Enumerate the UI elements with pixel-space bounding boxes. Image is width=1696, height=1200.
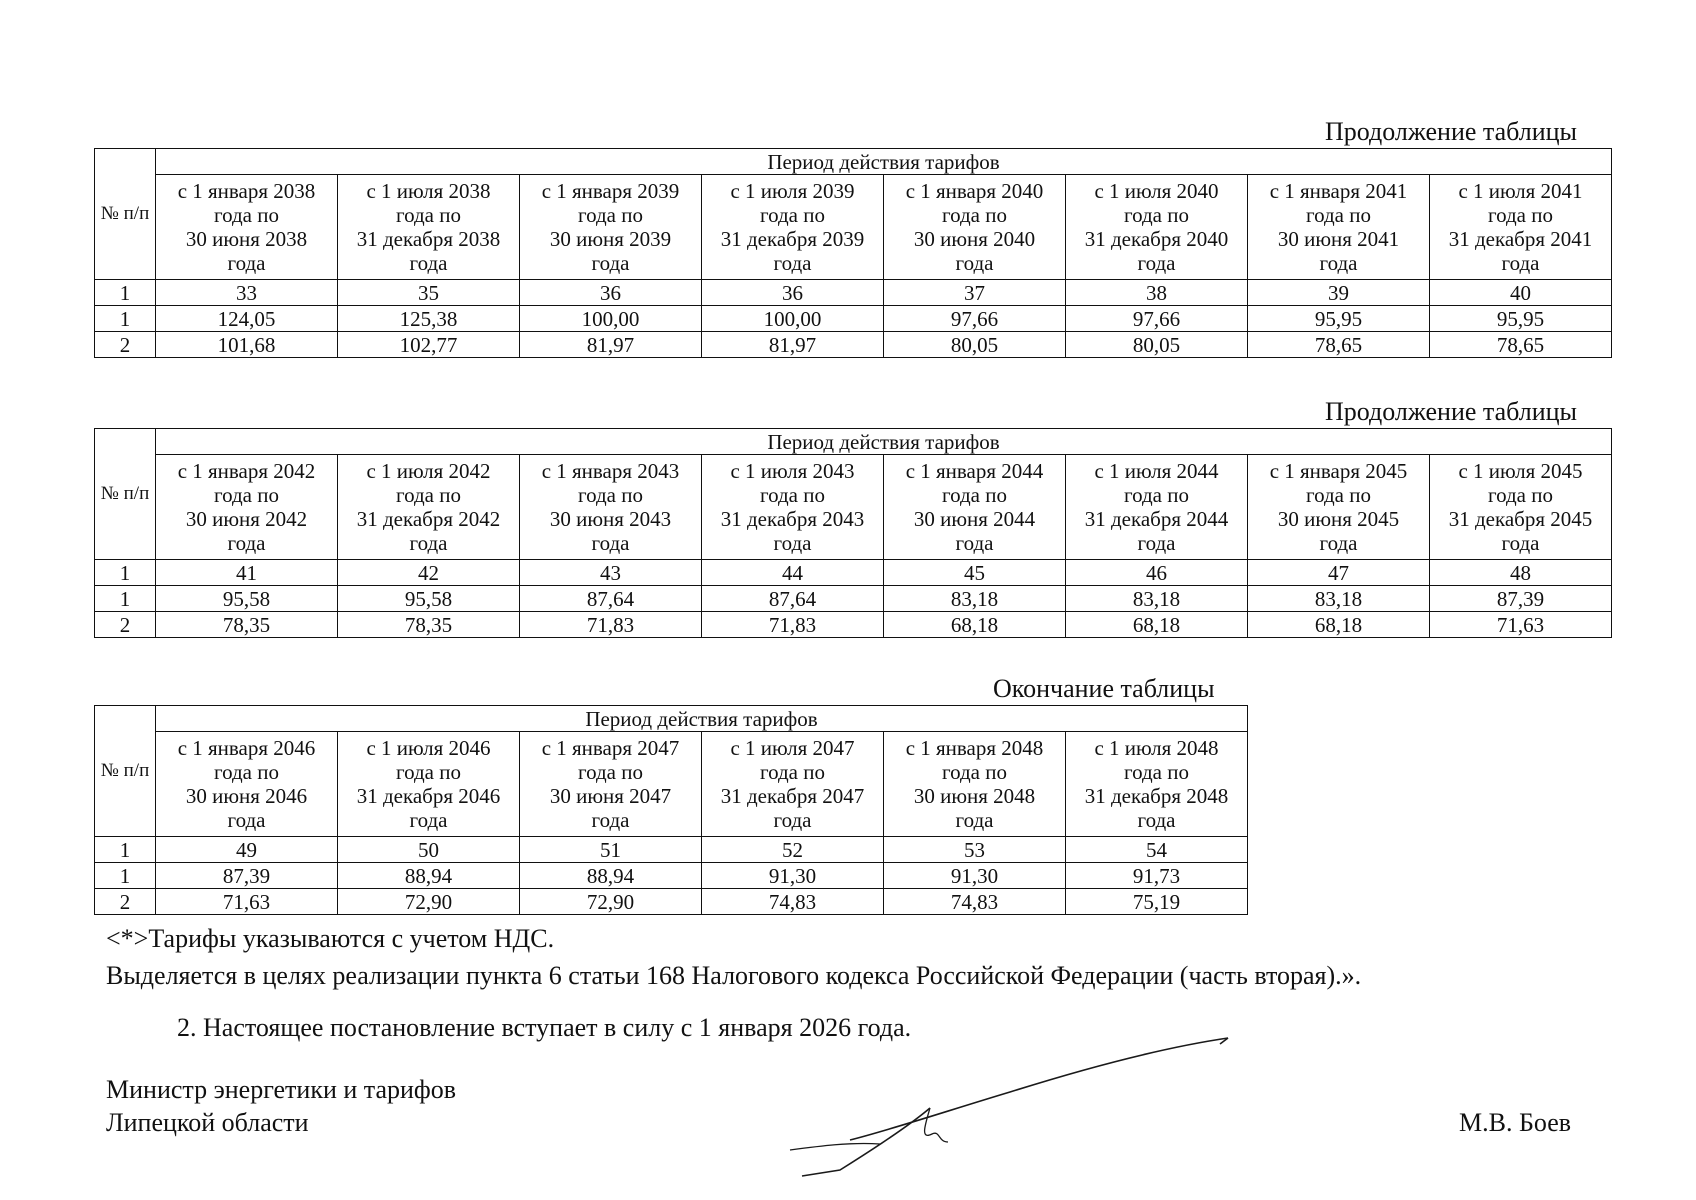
period-column-line: года по — [396, 483, 461, 507]
table-cell: 72,90 — [338, 889, 520, 915]
table-cell: 95,58 — [338, 586, 520, 612]
period-column-line: 30 июня 2045 — [1277, 507, 1400, 531]
period-column-line: 31 декабря 2039 — [720, 227, 865, 251]
period-column-header — [520, 175, 702, 280]
table-row — [95, 837, 1248, 863]
period-column-line: года по — [760, 203, 825, 227]
period-column-line: с 1 января 2045 — [1269, 459, 1408, 483]
period-column-line: года по — [1488, 483, 1553, 507]
period-column-line: 31 декабря 2043 — [720, 507, 865, 531]
period-column-line: года по — [214, 203, 279, 227]
period-column-line: с 1 июля 2045 — [1458, 459, 1583, 483]
table-cell: 40 — [1430, 280, 1612, 306]
signatory-name: М.В. Боев — [1459, 1108, 1572, 1137]
table-cell: 101,68 — [156, 332, 338, 358]
period-column-line: с 1 июля 2044 — [1094, 459, 1219, 483]
table-cell: 97,66 — [884, 306, 1066, 332]
table-cell: 80,05 — [884, 332, 1066, 358]
period-column-line: с 1 января 2043 — [541, 459, 680, 483]
period-column-line: с 1 июля 2040 — [1094, 179, 1219, 203]
period-column-line: с 1 января 2044 — [905, 459, 1044, 483]
period-column-line: года — [227, 808, 266, 832]
table-cell: 75,19 — [1066, 889, 1248, 915]
period-column-line: года — [591, 808, 630, 832]
table-cell: 1 — [95, 586, 156, 612]
period-column-line: года — [1319, 251, 1358, 275]
table-cell: 47 — [1248, 560, 1430, 586]
table-cell: 83,18 — [1248, 586, 1430, 612]
table-row — [95, 586, 1612, 612]
table-cell: 1 — [95, 280, 156, 306]
table-cell: 80,05 — [1066, 332, 1248, 358]
table-cell: 68,18 — [1248, 612, 1430, 638]
table-cell: 95,95 — [1248, 306, 1430, 332]
table-row — [95, 863, 1248, 889]
table-cell: 48 — [1430, 560, 1612, 586]
handwritten-signature — [780, 1030, 1240, 1180]
table-cell: 78,65 — [1430, 332, 1612, 358]
period-column-line: года — [1319, 531, 1358, 555]
table-cell: 44 — [702, 560, 884, 586]
period-column-header — [1066, 175, 1248, 280]
period-column-line: года по — [578, 203, 643, 227]
signatory-position-line1: Министр энергетики и тарифов — [106, 1075, 457, 1104]
period-column-header — [338, 175, 520, 280]
period-column-header — [156, 175, 338, 280]
period-column-line: с 1 января 2039 — [541, 179, 680, 203]
period-column-line: 30 июня 2041 — [1277, 227, 1400, 251]
period-column-line: года — [591, 251, 630, 275]
period-column-line: года по — [942, 203, 1007, 227]
period-column-line: года по — [396, 203, 461, 227]
table-cell: 39 — [1248, 280, 1430, 306]
table-cell: 95,95 — [1430, 306, 1612, 332]
table-title-3: Окончание таблицы — [993, 674, 1215, 703]
period-column-line: 30 июня 2042 — [185, 507, 308, 531]
period-column-line: 30 июня 2046 — [185, 784, 308, 808]
period-column-line: 30 июня 2039 — [549, 227, 672, 251]
table-row — [95, 612, 1612, 638]
table-cell: 91,73 — [1066, 863, 1248, 889]
table-cell: 88,94 — [338, 863, 520, 889]
tariff-table-3 — [94, 705, 1248, 915]
table-cell: 43 — [520, 560, 702, 586]
table-cell: 91,30 — [702, 863, 884, 889]
table-cell: 37 — [884, 280, 1066, 306]
period-column-line: года — [227, 531, 266, 555]
period-column-line: с 1 января 2041 — [1269, 179, 1408, 203]
period-column-line: года — [955, 251, 994, 275]
period-column-line: с 1 июля 2039 — [730, 179, 855, 203]
table-title-2: Продолжение таблицы — [1325, 397, 1577, 426]
table-cell: 71,63 — [156, 889, 338, 915]
period-column-line: года — [1137, 808, 1176, 832]
table-cell: 2 — [95, 332, 156, 358]
table-cell: 36 — [520, 280, 702, 306]
period-column-line: 30 июня 2040 — [913, 227, 1036, 251]
table-cell: 35 — [338, 280, 520, 306]
period-column-line: 31 декабря 2040 — [1084, 227, 1229, 251]
table-cell: 71,63 — [1430, 612, 1612, 638]
period-column-header — [156, 455, 338, 560]
table-row — [95, 889, 1248, 915]
table-cell: 42 — [338, 560, 520, 586]
table-cell: 49 — [156, 837, 338, 863]
period-column-line: года — [409, 808, 448, 832]
period-column-line: с 1 января 2047 — [541, 736, 680, 760]
vat-note: Выделяется в целях реализации пункта 6 статьи 168 Налогового кодекса Российской Федерации (часть вторая).». — [106, 961, 1362, 990]
table-cell: 68,18 — [1066, 612, 1248, 638]
table-cell: 50 — [338, 837, 520, 863]
table-cell: 45 — [884, 560, 1066, 586]
table-cell: 36 — [702, 280, 884, 306]
table-cell: 97,66 — [1066, 306, 1248, 332]
period-column-line: с 1 июля 2042 — [366, 459, 491, 483]
period-column-line: с 1 июля 2047 — [730, 736, 855, 760]
period-column-line: 30 июня 2047 — [549, 784, 672, 808]
period-column-line: года по — [1124, 483, 1189, 507]
table-cell: 68,18 — [884, 612, 1066, 638]
table-cell: 2 — [95, 612, 156, 638]
period-column-line: 30 июня 2043 — [549, 507, 672, 531]
period-column-line: года по — [1124, 760, 1189, 784]
period-column-line: с 1 января 2038 — [177, 179, 316, 203]
period-column-line: 31 декабря 2042 — [356, 507, 501, 531]
period-column-line: с 1 июля 2041 — [1458, 179, 1583, 203]
period-column-line: с 1 июля 2046 — [366, 736, 491, 760]
period-column-line: 31 декабря 2047 — [720, 784, 865, 808]
period-column-line: года — [1137, 531, 1176, 555]
period-column-line: года по — [760, 760, 825, 784]
table-cell: 33 — [156, 280, 338, 306]
period-header: Период действия тарифов — [156, 429, 1612, 455]
period-column-line: года — [955, 808, 994, 832]
table-cell: 91,30 — [884, 863, 1066, 889]
table-cell: 53 — [884, 837, 1066, 863]
period-column-header — [520, 732, 702, 837]
period-column-header — [156, 732, 338, 837]
period-column-line: года по — [214, 760, 279, 784]
tariff-table-1 — [94, 148, 1612, 358]
table-cell: 78,65 — [1248, 332, 1430, 358]
period-column-header — [884, 175, 1066, 280]
table-cell: 41 — [156, 560, 338, 586]
period-column-header — [884, 732, 1066, 837]
table-title-1: Продолжение таблицы — [1325, 117, 1577, 146]
table-cell: 38 — [1066, 280, 1248, 306]
signatory-position-line2: Липецкой области — [106, 1108, 309, 1137]
period-column-line: года по — [760, 483, 825, 507]
period-column-line: 30 июня 2038 — [185, 227, 308, 251]
period-column-line: 30 июня 2044 — [913, 507, 1036, 531]
table-cell: 83,18 — [884, 586, 1066, 612]
table-row — [95, 560, 1612, 586]
period-column-line: с 1 января 2048 — [905, 736, 1044, 760]
period-column-header — [1066, 732, 1248, 837]
period-column-line: года — [1137, 251, 1176, 275]
table-cell: 74,83 — [884, 889, 1066, 915]
period-column-line: года — [955, 531, 994, 555]
table-cell: 52 — [702, 837, 884, 863]
table-cell: 125,38 — [338, 306, 520, 332]
period-column-header — [338, 455, 520, 560]
table-cell: 87,39 — [156, 863, 338, 889]
period-column-line: года — [1501, 531, 1540, 555]
table-cell: 88,94 — [520, 863, 702, 889]
period-column-line: с 1 января 2040 — [905, 179, 1044, 203]
table-cell: 87,64 — [520, 586, 702, 612]
table-cell: 51 — [520, 837, 702, 863]
period-column-line: года по — [578, 760, 643, 784]
period-column-header — [1066, 455, 1248, 560]
table-cell: 81,97 — [702, 332, 884, 358]
period-column-line: 31 декабря 2041 — [1448, 227, 1593, 251]
table-cell: 54 — [1066, 837, 1248, 863]
period-column-line: года по — [1306, 483, 1371, 507]
num-header: № п/п — [95, 429, 156, 560]
table-cell: 46 — [1066, 560, 1248, 586]
table-cell: 72,90 — [520, 889, 702, 915]
table-cell: 1 — [95, 560, 156, 586]
table-cell: 71,83 — [702, 612, 884, 638]
period-column-header — [884, 455, 1066, 560]
period-column-line: года — [773, 531, 812, 555]
period-column-line: года по — [214, 483, 279, 507]
period-column-line: с 1 января 2042 — [177, 459, 316, 483]
period-column-line: года по — [942, 760, 1007, 784]
tariff-table-2 — [94, 428, 1612, 638]
period-column-header — [702, 175, 884, 280]
table-cell: 78,35 — [156, 612, 338, 638]
period-column-line: года — [591, 531, 630, 555]
period-column-line: года — [227, 251, 266, 275]
num-header: № п/п — [95, 706, 156, 837]
table-row — [95, 280, 1612, 306]
period-column-line: с 1 июля 2043 — [730, 459, 855, 483]
period-column-line: 31 декабря 2048 — [1084, 784, 1229, 808]
table-cell: 100,00 — [702, 306, 884, 332]
period-column-header — [338, 732, 520, 837]
period-column-line: 31 декабря 2044 — [1084, 507, 1229, 531]
period-column-line: года по — [1124, 203, 1189, 227]
period-column-line: года — [773, 808, 812, 832]
table-cell: 87,39 — [1430, 586, 1612, 612]
period-column-line: года — [1501, 251, 1540, 275]
period-column-line: с 1 января 2046 — [177, 736, 316, 760]
period-header: Период действия тарифов — [156, 149, 1612, 175]
table-cell: 83,18 — [1066, 586, 1248, 612]
period-column-line: с 1 июля 2048 — [1094, 736, 1219, 760]
table-cell: 100,00 — [520, 306, 702, 332]
period-column-header — [702, 455, 884, 560]
period-column-line: года — [773, 251, 812, 275]
period-column-line: года — [409, 251, 448, 275]
table-cell: 2 — [95, 889, 156, 915]
period-column-line: 31 декабря 2045 — [1448, 507, 1593, 531]
table-row — [95, 306, 1612, 332]
num-header: № п/п — [95, 149, 156, 280]
table-cell: 102,77 — [338, 332, 520, 358]
period-column-header — [1430, 455, 1612, 560]
period-column-header — [702, 732, 884, 837]
table-cell: 95,58 — [156, 586, 338, 612]
table-cell: 78,35 — [338, 612, 520, 638]
table-cell: 1 — [95, 837, 156, 863]
period-column-line: года по — [578, 483, 643, 507]
footnote: <*>Тарифы указываются с учетом НДС. — [106, 924, 555, 953]
period-column-line: года по — [1306, 203, 1371, 227]
table-cell: 1 — [95, 306, 156, 332]
clause-2: 2. Настоящее постановление вступает в силу с 1 января 2026 года. — [177, 1013, 912, 1042]
period-column-line: 31 декабря 2046 — [356, 784, 501, 808]
table-row — [95, 332, 1612, 358]
table-cell: 71,83 — [520, 612, 702, 638]
period-column-line: года — [409, 531, 448, 555]
period-column-header — [520, 455, 702, 560]
period-column-line: 30 июня 2048 — [913, 784, 1036, 808]
period-column-header — [1430, 175, 1612, 280]
period-header: Период действия тарифов — [156, 706, 1248, 732]
period-column-line: 31 декабря 2038 — [356, 227, 501, 251]
period-column-line: года по — [1488, 203, 1553, 227]
table-cell: 1 — [95, 863, 156, 889]
table-cell: 81,97 — [520, 332, 702, 358]
table-cell: 74,83 — [702, 889, 884, 915]
table-cell: 124,05 — [156, 306, 338, 332]
period-column-line: года по — [942, 483, 1007, 507]
period-column-line: с 1 июля 2038 — [366, 179, 491, 203]
period-column-line: года по — [396, 760, 461, 784]
period-column-header — [1248, 175, 1430, 280]
period-column-header — [1248, 455, 1430, 560]
table-cell: 87,64 — [702, 586, 884, 612]
